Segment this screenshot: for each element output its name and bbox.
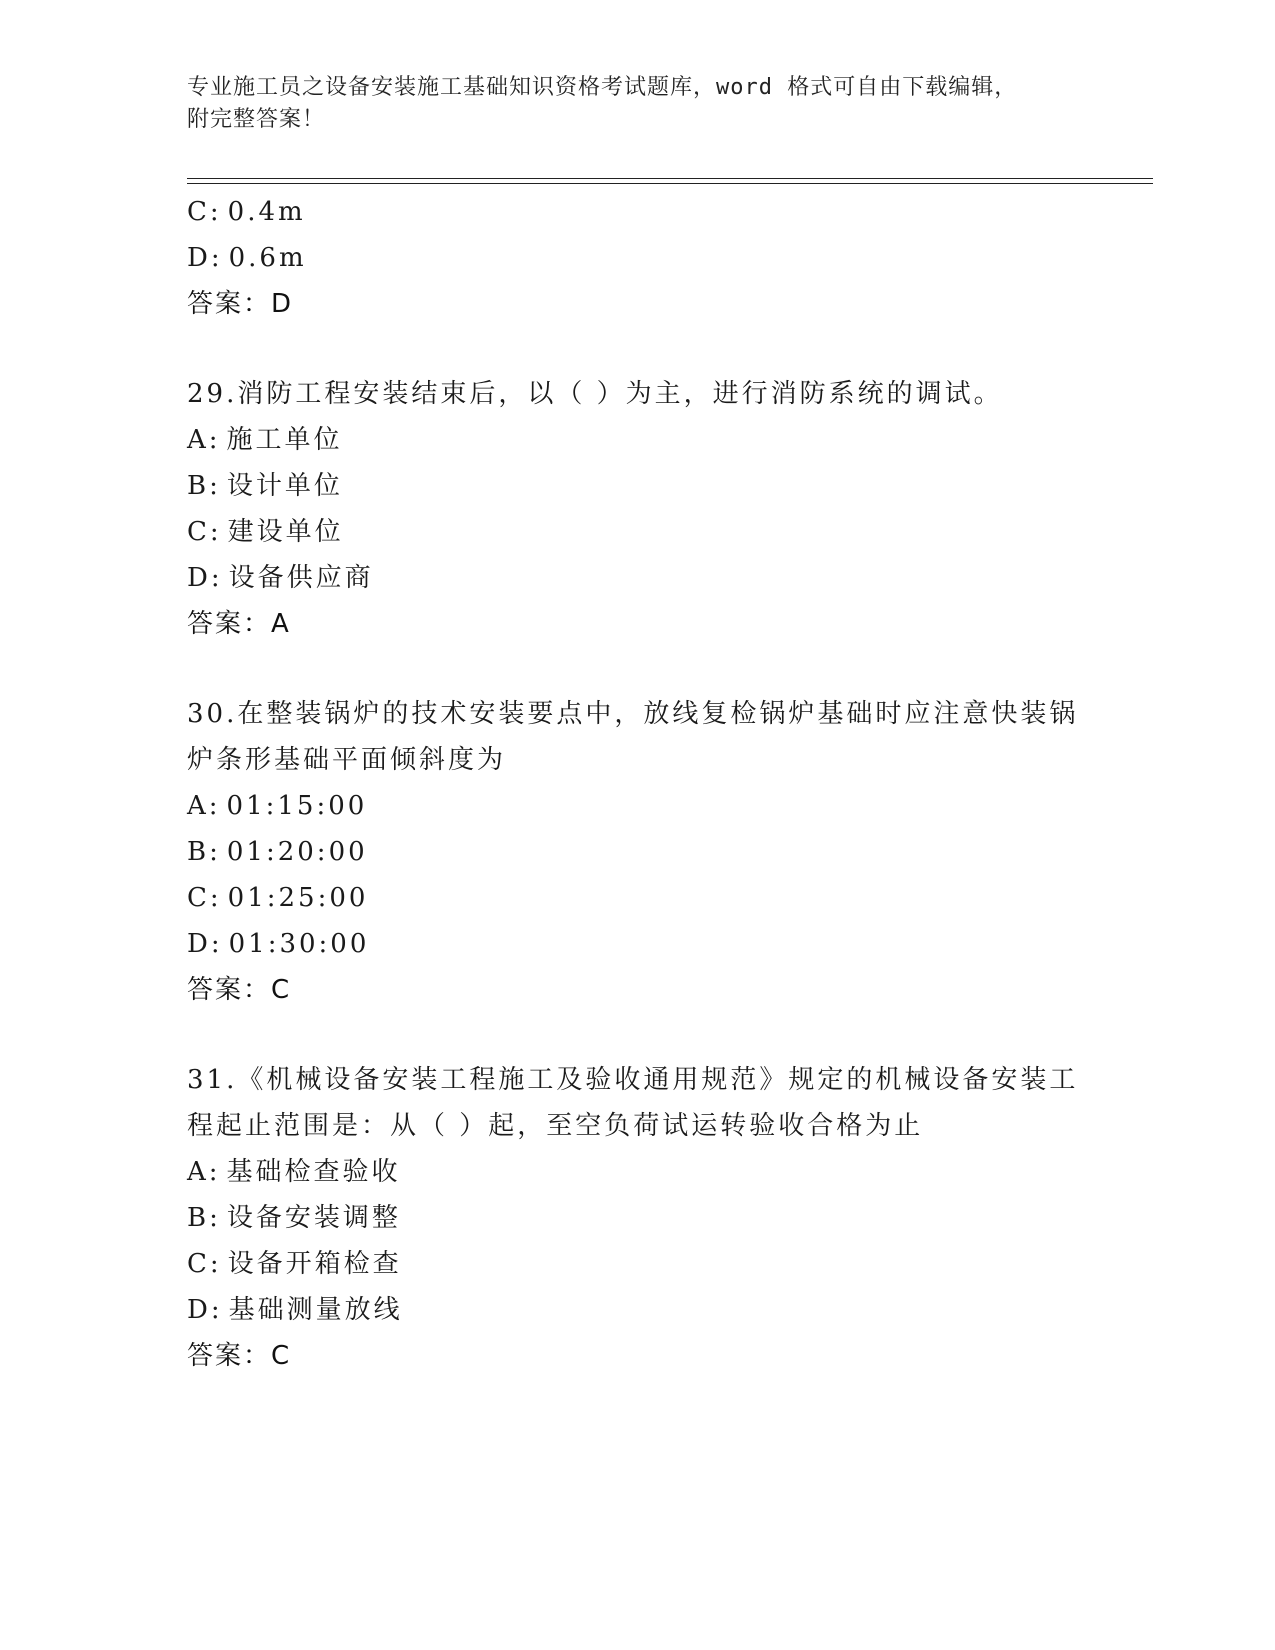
option-b: B: 01:20:00 <box>187 837 368 867</box>
question-29-text: 29.消防工程安装结束后，以（ ）为主，进行消防系统的调试。 <box>187 379 1003 409</box>
header-line-2: 附完整答案！ <box>187 107 326 132</box>
header-rule-bottom <box>187 183 1153 184</box>
question-content <box>187 189 1087 1379</box>
answer: 答案：C <box>187 1341 292 1371</box>
option-a: A: 01:15:00 <box>187 791 368 821</box>
question-29-block <box>187 371 1087 647</box>
option-d: D: 基础测量放线 <box>187 1295 403 1325</box>
option-c: C: 设备开箱检查 <box>187 1249 402 1279</box>
question-30-text-line-1: 30.在整装锅炉的技术安装要点中，放线复检锅炉基础时应注意快装锅 <box>187 699 1079 729</box>
option-c: C: 建设单位 <box>187 517 344 547</box>
prev-question-block <box>187 189 1087 327</box>
option-a: A: 施工单位 <box>187 425 343 455</box>
answer: 答案：C <box>187 975 292 1005</box>
question-31-text-line-1: 31.《机械设备安装工程施工及验收通用规范》规定的机械设备安装工 <box>187 1065 1079 1095</box>
header-rule-top <box>187 178 1153 179</box>
option-b: B: 设计单位 <box>187 471 343 501</box>
question-30-text-line-2: 炉条形基础平面倾斜度为 <box>187 745 507 775</box>
question-31-text-line-2: 程起止范围是：从（ ）起，至空负荷试运转验收合格为止 <box>187 1111 924 1141</box>
option-d: D: 01:30:00 <box>187 929 370 959</box>
option-b: B: 设备安装调整 <box>187 1203 401 1233</box>
option-c: C: 01:25:00 <box>187 883 369 913</box>
document-header <box>187 72 1087 136</box>
question-30-block <box>187 691 1087 1013</box>
header-line-1: 专业施工员之设备安装施工基础知识资格考试题库，word 格式可自由下载编辑， <box>187 75 1018 100</box>
answer: 答案：A <box>187 609 291 639</box>
question-31-block <box>187 1057 1087 1379</box>
option-d: D: 设备供应商 <box>187 563 374 593</box>
option-d: D: 0.6m <box>187 243 307 273</box>
option-a: A: 基础检查验收 <box>187 1157 401 1187</box>
answer: 答案：D <box>187 289 294 319</box>
option-c: C: 0.4m <box>187 197 306 227</box>
